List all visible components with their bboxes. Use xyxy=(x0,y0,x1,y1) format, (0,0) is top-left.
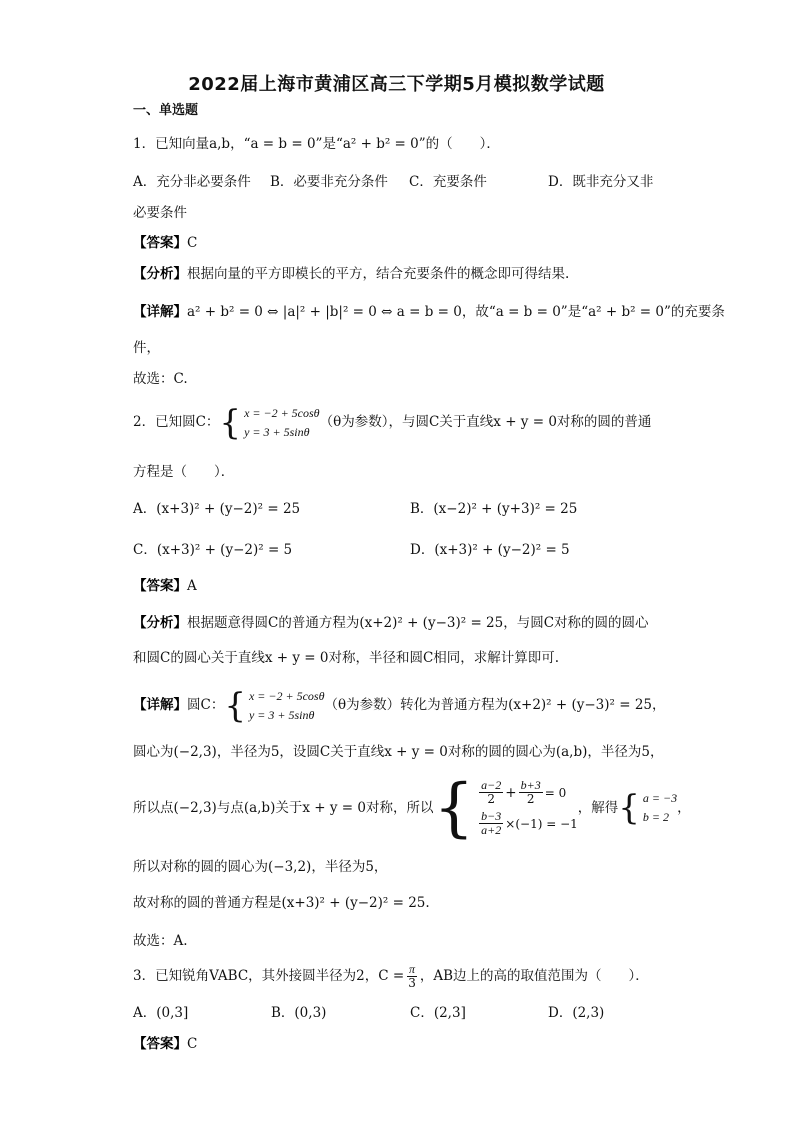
q1-option-d-cont: 必要条件 xyxy=(133,205,187,221)
q1-option-d: D．既非充分又非 xyxy=(548,174,654,190)
symmetry-system xyxy=(433,771,578,845)
analysis-tag: 【分析】 xyxy=(133,615,187,631)
q2-stem-pre: 2．已知圆C： xyxy=(133,414,220,430)
q2-answer xyxy=(133,576,197,596)
q1-choose: 故选：C. xyxy=(133,371,188,387)
brace-glyph: { xyxy=(224,685,246,726)
q2-option-c: C．(x+3)² + (y−2)² = 5 xyxy=(133,542,293,558)
q3-option-c: C．(2,3] xyxy=(410,1005,466,1021)
q1-option-b: B．必要非充分条件 xyxy=(270,174,388,190)
q2-choose: 故选：A. xyxy=(133,933,188,949)
detail3-mid: ，解得 xyxy=(577,800,619,816)
q2-option-d: D．(x+3)² + (y−2)² = 5 xyxy=(410,542,570,558)
q2-detail-3 xyxy=(133,770,691,846)
q2-detail-param-system xyxy=(224,687,324,725)
analysis-text: 根据题意得圆C的普通方程为(x+2)² + (y−3)² = 25，与圆C对称的圆的圆心 xyxy=(187,615,649,631)
param-eq-x: x = −2 + 5cosθ xyxy=(248,688,325,703)
system-eq-1: $\frac{a-2}{2}$ + $\frac{b+3}{2}$ = 0 xyxy=(481,778,567,806)
pi-over-3: $\frac{\pi}{3}$ xyxy=(408,961,416,990)
detail-tag: 【详解】 xyxy=(133,697,187,713)
q2-stem xyxy=(133,400,651,444)
brace-glyph: { xyxy=(219,402,242,443)
q2-stem-cont: 方程是（ ）． xyxy=(133,464,235,480)
analysis-text: 根据向量的平方即模长的平方，结合充要条件的概念即可得结果. xyxy=(187,266,570,282)
q1-option-c: C．充要条件 xyxy=(409,174,487,190)
q3-stem-post: ，AB边上的高的取值范围为（ ）． xyxy=(419,968,649,984)
q2-option-b: B．(x−2)² + (y+3)² = 25 xyxy=(410,501,578,517)
q3-stem-pre: 3．已知锐角VABC，其外接圆半径为2，C = xyxy=(133,968,405,984)
solution-system: { a = −3 b = 2 xyxy=(618,788,678,828)
answer-tag: 【答案】 xyxy=(133,235,187,251)
q1-stem: 1．已知向量a,b，“a = b = 0”是“a² + b² = 0”的（ ）． xyxy=(133,136,500,152)
answer-value: C xyxy=(187,1036,198,1052)
q3-answer xyxy=(133,1034,197,1054)
answer-value: C xyxy=(187,235,198,251)
system-eq-2: $\frac{b-3}{a+2}$ ×(−1) = −1 xyxy=(481,809,578,837)
param-eq-y: y = 3 + 5sinθ xyxy=(248,707,315,722)
q2-detail-2: 圆心为(−2,3)，半径为5，设圆C关于直线x + y = 0对称的圆的圆心为(a,b)，半径为5， xyxy=(133,744,664,760)
section-heading: 一、单选题 xyxy=(133,103,199,118)
detail-tag: 【详解】 xyxy=(133,304,187,320)
q2-detail xyxy=(133,683,666,727)
analysis-tag: 【分析】 xyxy=(133,266,187,282)
q3-option-a: A．(0,3] xyxy=(133,1005,189,1021)
detail3-pre: 所以点(−2,3)与点(a,b)关于x + y = 0对称，所以 xyxy=(133,800,434,816)
param-eq-x: x = −2 + 5cosθ xyxy=(244,405,320,420)
q3-option-d: D．(2,3) xyxy=(548,1005,605,1021)
q1-analysis xyxy=(133,264,569,284)
q2-detail-5: 故对称的圆的普通方程是(x+3)² + (y−2)² = 25. xyxy=(133,895,430,911)
q2-analysis-cont: 和圆C的圆心关于直线x + y = 0对称，半径和圆C相同，求解计算即可. xyxy=(133,650,560,666)
q3-option-b: B．(0,3) xyxy=(271,1005,327,1021)
q2-stem-post: （θ为参数），与圆C关于直线x + y = 0对称的圆的普通 xyxy=(319,414,652,430)
detail-post: （θ为参数）转化为普通方程为(x+2)² + (y−3)² = 25， xyxy=(324,697,666,713)
brace-glyph: { xyxy=(618,788,640,828)
param-eq-y: y = 3 + 5sinθ xyxy=(244,424,310,439)
page-title: 2022届上海市黄浦区高三下学期5月模拟数学试题 xyxy=(188,74,605,95)
q2-param-system xyxy=(219,404,319,442)
detail-pre: 圆C： xyxy=(187,697,225,713)
answer-tag: 【答案】 xyxy=(133,1036,187,1052)
detail3-post: ， xyxy=(677,800,691,816)
q2-detail-4: 所以对称的圆的圆心为(−3,2)，半径为5， xyxy=(133,859,388,875)
q3-stem xyxy=(133,958,649,994)
q1-answer xyxy=(133,233,197,253)
answer-value: A xyxy=(187,578,197,594)
q1-detail xyxy=(133,302,725,322)
brace-glyph: { xyxy=(433,771,475,845)
answer-tag: 【答案】 xyxy=(133,578,187,594)
detail-text: a² + b² = 0 ⇔ |a|² + |b|² = 0 ⇔ a = b = 0，故“a = b = 0”是“a² + b² = 0”的充要条 xyxy=(187,304,725,320)
q1-option-a: A．充分非必要条件 xyxy=(133,174,251,190)
q2-option-a: A．(x+3)² + (y−2)² = 25 xyxy=(133,501,301,517)
q1-detail-cont: 件， xyxy=(133,340,160,356)
q2-analysis xyxy=(133,613,649,633)
